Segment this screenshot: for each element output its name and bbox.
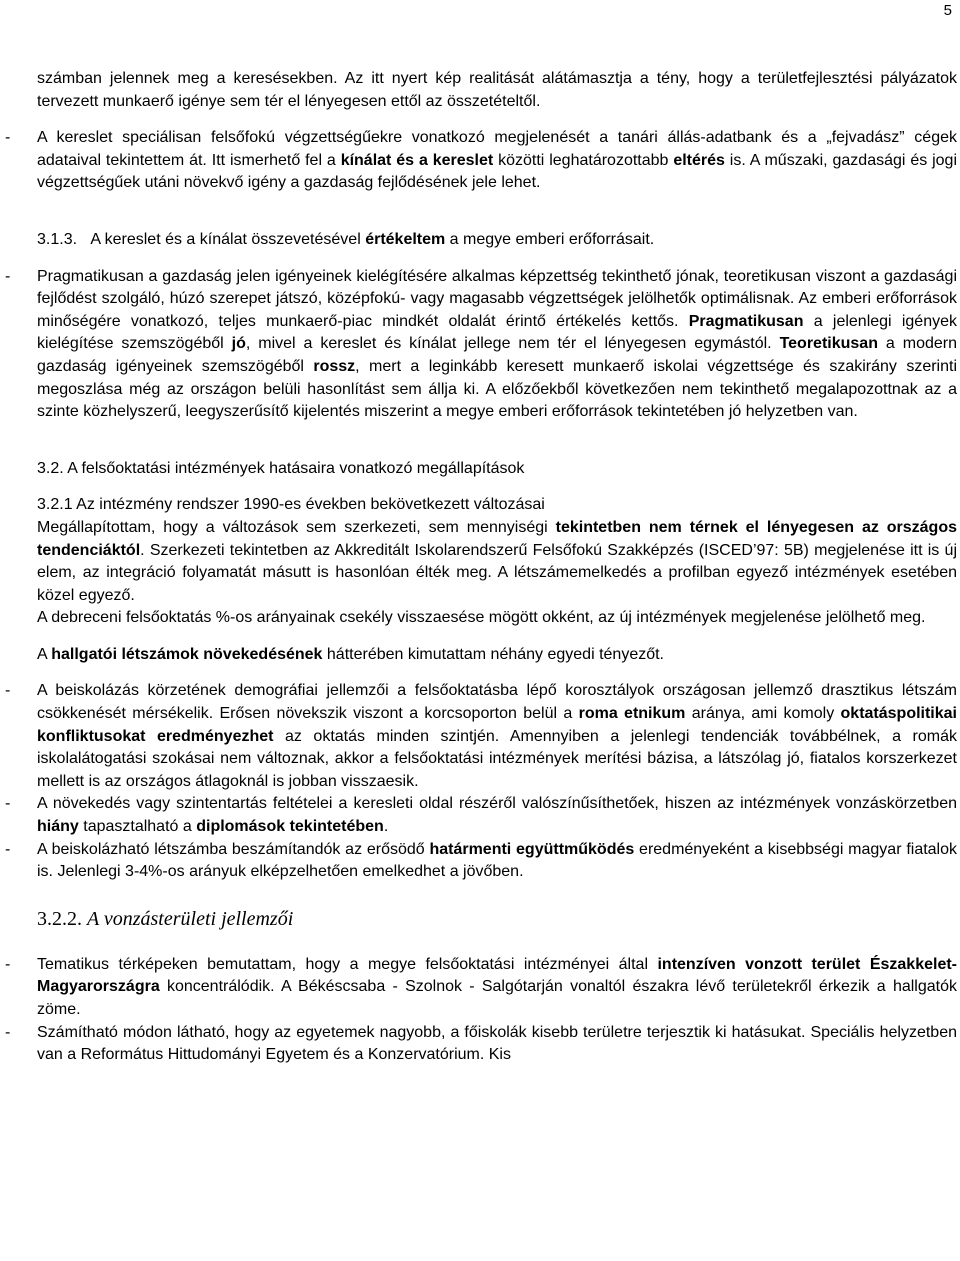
text-run: . Szerkezeti tekintetben az Akkreditált Iskolarendszerű Felsőfokú Szakképzés (ISCED’97: 5B) megjelenése itt is új elem, az integráció folyamatát másutt is hasonlóan élték meg. A létszámemelkedés a profilban egyező intézmények esetében közel egyező. (37, 541, 957, 604)
list-item (5, 793, 957, 838)
bold-run: Teoretikusan (779, 335, 878, 353)
text-run: A kereslet speciálisan felsőfokú végzettségűekre vonatkozó megjelenését a tanári állás-adatbank és a „fejvadász” cégek adataival tekintettem át. Itt ismerhető fel a (37, 129, 957, 169)
document-body (5, 68, 958, 1067)
text-run: eredményeként a kisebbségi magyar fiatalok is. Jelenlegi 3-4%-os arányuk elképzelhetően emelkedhet a jövőben. (37, 840, 958, 881)
bullet-dash: - (5, 840, 11, 858)
bold-run: határmenti együttműködés (429, 840, 635, 858)
text-run: Tematikus térképeken bemutattam, hogy a megye felsőoktatási intézményei által (37, 955, 658, 973)
bold-run: hallgatói létszámok növekedésének (51, 645, 323, 663)
text-run: tapasztalható a (78, 818, 197, 836)
section-heading-3-1-3 (37, 229, 957, 252)
bullet-dash: - (5, 1023, 11, 1041)
text-run: Számítható módon látható, hogy az egyetemek nagyobb, a főiskolák kisebb területre terjesztik ki hatásukat. Speciális helyzetben van a Református Hittudományi Egyetem és a Konzervatórium. Kis (37, 1023, 957, 1064)
bold-run: oktatáspolitikai konfliktusokat eredményezhet (37, 705, 957, 745)
bold-run: roma etnikum (578, 705, 686, 723)
section-heading-3-2: 3.2. A felsőoktatási intézmények hatásaira vonatkozó megállapítások (37, 459, 525, 477)
text-run: a jelenlegi igények kielégítése szemszögéből (37, 312, 958, 353)
bullet-dash: - (5, 682, 11, 700)
bold-run: Pragmatikusan (688, 312, 804, 330)
text-run: Pragmatikusan a gazdaság jelen igényeinek kielégítésére alkalmas képzettség tekinthető jónak, teoretikusan viszont a gazdasági fejlődést szolgáló, húzó szerepet játszó, középfokú- vagy magasabb végzettségek jelölhetők optimálisnak. Az emberi erőforrások minőségére vonatkozó, teljes munkaerő-piac mindkét oldalát érintő értékelés kettős. (37, 267, 957, 330)
text-run: koncentrálódik. A Békéscsaba - Szolnok - Salgótarján vonaltól északra lévő területekről érkezik a hallgatók zöme. (37, 978, 957, 1018)
text-run: A beiskolázás körzetének demográfiai jellemzői a felsőoktatásba lépő korosztályok országosan jellemző drasztikus létszám csökkenését mérsékelik. Erősen növekszik viszont a korcsoporton belül a (37, 682, 957, 723)
intro-paragraph (37, 68, 957, 113)
section-number: 3.1.3. (37, 230, 78, 248)
bold-run: kínálat és a kereslet (340, 151, 494, 169)
bold-run: rossz (313, 357, 356, 375)
section-heading-3-2-2 (37, 906, 957, 932)
text-run: , mert a leginkább keresett munkaerő iskolai végzettsége és szakirány szerinti megoszlása még az országon belüli hasonlítást sem állja ki. A előzőekből következően nem tekinthető megalapozottnak az a szinte közhelyszerű, leegyszerűsítő kijelentés miszerint a megye emberi erőforrások tekintetében jó helyzetben van. (37, 357, 957, 421)
text-run: A kereslet és a kínálat összevetésével (90, 230, 366, 248)
text-run: hátterében kimutattam néhány egyedi tényezőt. (322, 645, 664, 663)
bullet-dash: - (5, 955, 11, 973)
list-item (5, 839, 958, 884)
text-run: Megállapítottam, hogy a változások sem szerkezeti, sem mennyiségi (37, 518, 556, 536)
list-item (5, 954, 957, 1022)
bullet-dash: - (5, 795, 11, 813)
text-run: A növekedés vagy szintentartás feltételei a keresleti oldal részéről valószínűsíthetőek, hiszen az intézmények vonzáskörzetben (37, 795, 957, 813)
bullet-dash: - (5, 267, 11, 285)
list-item (5, 1022, 957, 1067)
section-title: A vonzásterületi jellemzői (87, 907, 294, 930)
text-run: közötti leghatározottabb (493, 151, 674, 169)
page-number: 5 (943, 2, 952, 19)
text-run: a modern gazdaság igényeinek szemszögéből (37, 335, 957, 375)
text-run: , mivel a kereslet és kínálat jellege nem tér el lényegesen egymástól. (245, 335, 780, 353)
list-item (5, 266, 958, 424)
text-run: a megye emberi erőforrásait. (445, 230, 655, 248)
text-run: az oktatás minden szintjén. Amennyiben a jelenlegi tendenciák továbbélnek, a romák iskolalátogatási szokásai nem változnak, akkor a felsőoktatási intézmények merítési bázisa, a látszólag jó, fiatalos korszerkezet mellett is az országos átlagoknál is jobban visszaesik. (37, 727, 958, 790)
list-item (5, 127, 958, 195)
bold-run: hiány (37, 818, 79, 836)
section-heading-3-2-1: 3.2.1 Az intézmény rendszer 1990-es években bekövetkezett változásai (37, 496, 545, 514)
bullet-dash: - (5, 129, 11, 147)
paragraph (37, 644, 957, 667)
text-run: aránya, ami komoly (685, 705, 841, 723)
paragraph (37, 517, 957, 607)
list-item (5, 680, 958, 793)
bold-run: értékeltem (365, 230, 446, 248)
bold-run: tekintetben nem térnek el lényegesen az országos tendenciáktól (37, 518, 958, 559)
text-run: A beiskolázható létszámba beszámítandók az erősödő (37, 840, 430, 858)
text-run: is. A műszaki, gazdasági és jogi végzettségűek utáni növekvő igény a gazdaság fejlődésének jele lehet. (37, 151, 958, 192)
bold-run: jó (231, 335, 246, 353)
bold-run: intenzíven vonzott terület Északkelet-Magyarországra (37, 955, 957, 996)
text-run: A (37, 645, 52, 663)
bold-run: diplomások tekintetében (196, 818, 384, 836)
section-number: 3.2.2. (37, 907, 82, 930)
bold-run: eltérés (673, 151, 725, 169)
intro-text: számban jelennek meg a keresésekben. Az itt nyert kép realitását alátámasztja a tény, hogy a területfejlesztési pályázatok tervezett munkaerő igénye sem tér el lényegesen ettől az összetételtől. (37, 70, 957, 110)
text-run: . (383, 818, 389, 836)
paragraph: A debreceni felsőoktatás %-os arányainak csekély visszaesése mögött okként, az új intézmények megjelenése jelölhető meg. (37, 609, 926, 627)
